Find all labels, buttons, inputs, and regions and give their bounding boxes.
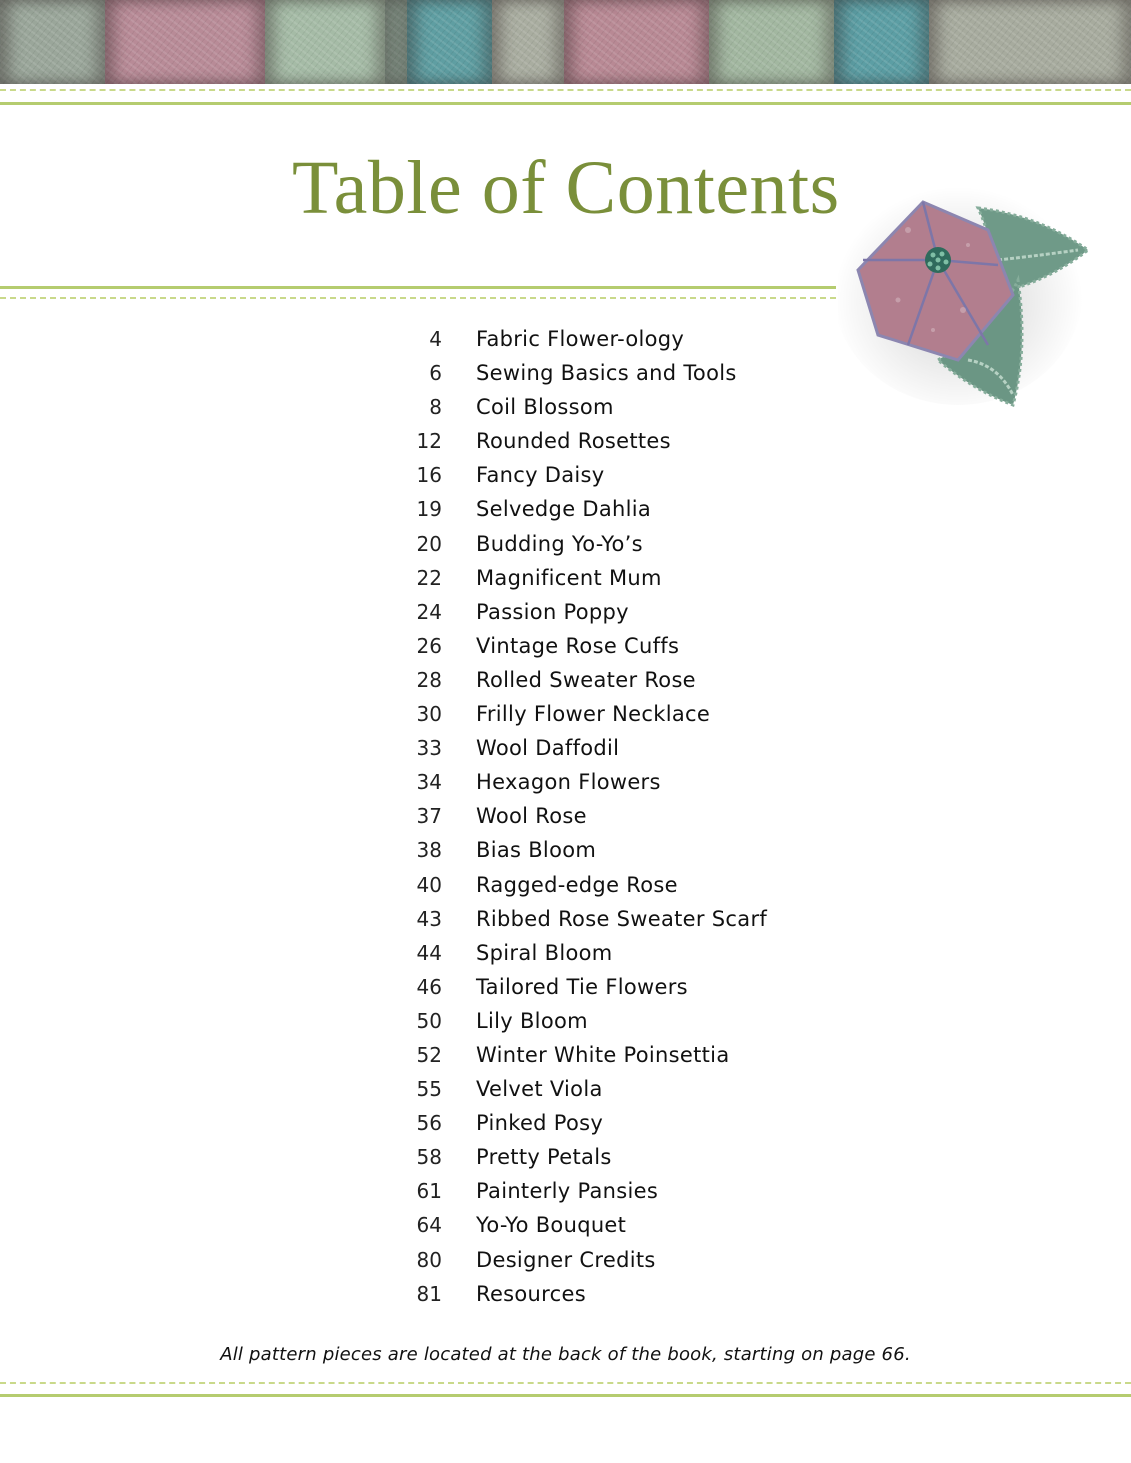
- toc-entry-title: Magnificent Mum: [476, 565, 662, 590]
- toc-entry-title: Fancy Daisy: [476, 463, 605, 488]
- toc-entry[interactable]: [400, 322, 820, 356]
- top-solid-rule: [0, 102, 1131, 105]
- toc-entry[interactable]: [400, 1140, 820, 1174]
- toc-entry[interactable]: [400, 1174, 820, 1208]
- toc-entry-title: Spiral Bloom: [476, 940, 613, 965]
- toc-entry-title: Wool Daffodil: [476, 736, 620, 761]
- toc-page-number: 81: [416, 1281, 442, 1306]
- pattern-pieces-note: All pattern pieces are located at the back of the book, starting on page 66.: [220, 1344, 911, 1365]
- toc-entry-title: Ragged-edge Rose: [476, 872, 678, 897]
- felt-roll: [265, 0, 385, 84]
- bottom-dashed-rule: [0, 1382, 1131, 1384]
- toc-entry[interactable]: [400, 1038, 820, 1072]
- toc-entry[interactable]: [400, 595, 820, 629]
- toc-page-number: 56: [416, 1111, 442, 1136]
- toc-entry[interactable]: [400, 697, 820, 731]
- toc-entry[interactable]: [400, 1243, 820, 1277]
- toc-entry[interactable]: [400, 1004, 820, 1038]
- toc-page-number: 61: [416, 1179, 442, 1204]
- felt-rolls-banner-image: [0, 0, 1131, 84]
- page-title: Table of Contents: [292, 146, 840, 230]
- toc-entry-title: Hexagon Flowers: [476, 770, 661, 795]
- toc-entry[interactable]: [400, 1208, 820, 1242]
- title-solid-rule: [0, 286, 836, 289]
- toc-page-number: 24: [416, 599, 442, 624]
- title-dashed-rule: [0, 297, 836, 299]
- toc-entry-title: Yo-Yo Bouquet: [476, 1213, 627, 1238]
- toc-page-number: 38: [416, 838, 442, 863]
- toc-entry[interactable]: [400, 1072, 820, 1106]
- toc-entry[interactable]: [400, 868, 820, 902]
- bottom-solid-rule: [0, 1394, 1131, 1397]
- toc-entry[interactable]: [400, 833, 820, 867]
- toc-page-number: 44: [416, 940, 442, 965]
- toc-entry-title: Painterly Pansies: [476, 1179, 659, 1204]
- toc-entry[interactable]: [400, 356, 820, 390]
- toc-entry-title: Sewing Basics and Tools: [476, 361, 737, 386]
- toc-entry[interactable]: [400, 1277, 820, 1311]
- toc-entry[interactable]: [400, 731, 820, 765]
- toc-page-number: 28: [416, 667, 442, 692]
- toc-entry[interactable]: [400, 561, 820, 595]
- top-dashed-rule: [0, 89, 1131, 91]
- toc-page-number: 20: [416, 531, 442, 556]
- toc-entry[interactable]: [400, 765, 820, 799]
- toc-page-number: 34: [416, 770, 442, 795]
- felt-roll: [407, 0, 492, 84]
- toc-entry-title: Fabric Flower-ology: [476, 327, 685, 351]
- felt-roll: [709, 0, 834, 84]
- toc-page-number: 55: [416, 1077, 442, 1102]
- felt-flower-image: [838, 160, 1098, 410]
- toc-entry[interactable]: [400, 458, 820, 492]
- toc-page-number: 52: [416, 1042, 442, 1067]
- felt-roll: [564, 0, 709, 84]
- toc-entry-title: Resources: [476, 1281, 586, 1306]
- toc-entry[interactable]: [400, 527, 820, 561]
- toc-page-number: 16: [416, 463, 442, 488]
- toc-page-number: 19: [416, 497, 442, 522]
- toc-page-number: 40: [416, 872, 442, 897]
- toc-page-number: 50: [416, 1008, 442, 1033]
- felt-roll: [385, 0, 407, 84]
- toc-entry[interactable]: [400, 936, 820, 970]
- felt-roll: [929, 0, 1131, 84]
- toc-page-number: 22: [416, 565, 442, 590]
- toc-page-number: 26: [416, 633, 442, 658]
- toc-entry[interactable]: [400, 799, 820, 833]
- toc-page-number: 4: [429, 327, 442, 351]
- toc-entry-title: Coil Blossom: [476, 395, 614, 420]
- toc-page-number: 43: [416, 906, 442, 931]
- toc-entry-title: Bias Bloom: [476, 838, 597, 863]
- toc-entry[interactable]: [400, 970, 820, 1004]
- toc-page-number: 33: [416, 736, 442, 761]
- toc-entry-title: Rounded Rosettes: [476, 429, 671, 454]
- toc-page-number: 58: [416, 1145, 442, 1170]
- felt-roll: [0, 0, 105, 84]
- toc-entry-title: Selvedge Dahlia: [476, 497, 652, 522]
- toc-entry-title: Ribbed Rose Sweater Scarf: [476, 906, 768, 931]
- toc-entry-title: Pinked Posy: [476, 1111, 604, 1136]
- toc-entry-title: Wool Rose: [476, 804, 587, 829]
- toc-page-number: 37: [416, 804, 442, 829]
- toc-entry-title: Lily Bloom: [476, 1008, 588, 1033]
- toc-entry[interactable]: [400, 390, 820, 424]
- toc-entry[interactable]: [400, 424, 820, 458]
- toc-page-number: 80: [416, 1247, 442, 1272]
- toc-entry[interactable]: [400, 663, 820, 697]
- toc-page-number: 30: [416, 702, 442, 727]
- toc-entry[interactable]: [400, 629, 820, 663]
- toc-page-number: 12: [416, 429, 442, 454]
- toc-entry[interactable]: [400, 1106, 820, 1140]
- toc-page-number: 64: [416, 1213, 442, 1238]
- toc-entry-title: Frilly Flower Necklace: [476, 702, 711, 727]
- toc-page-number: 46: [416, 974, 442, 999]
- toc-entry[interactable]: [400, 902, 820, 936]
- toc-entry-title: Rolled Sweater Rose: [476, 667, 696, 692]
- toc-list: [400, 322, 820, 1311]
- toc-entry[interactable]: [400, 492, 820, 526]
- toc-entry-title: Vintage Rose Cuffs: [476, 633, 680, 658]
- felt-roll: [492, 0, 564, 84]
- toc-entry-title: Pretty Petals: [476, 1145, 612, 1170]
- toc-entry-title: Designer Credits: [476, 1247, 656, 1272]
- felt-roll: [105, 0, 265, 84]
- toc-entry-title: Budding Yo-Yo’s: [476, 531, 643, 556]
- toc-entry-title: Winter White Poinsettia: [476, 1042, 730, 1067]
- toc-entry-title: Tailored Tie Flowers: [476, 974, 688, 999]
- toc-entry-title: Velvet Viola: [476, 1077, 603, 1102]
- toc-page-number: 6: [429, 361, 442, 386]
- toc-entry-title: Passion Poppy: [476, 599, 629, 624]
- toc-page-number: 8: [429, 395, 442, 420]
- felt-roll: [834, 0, 929, 84]
